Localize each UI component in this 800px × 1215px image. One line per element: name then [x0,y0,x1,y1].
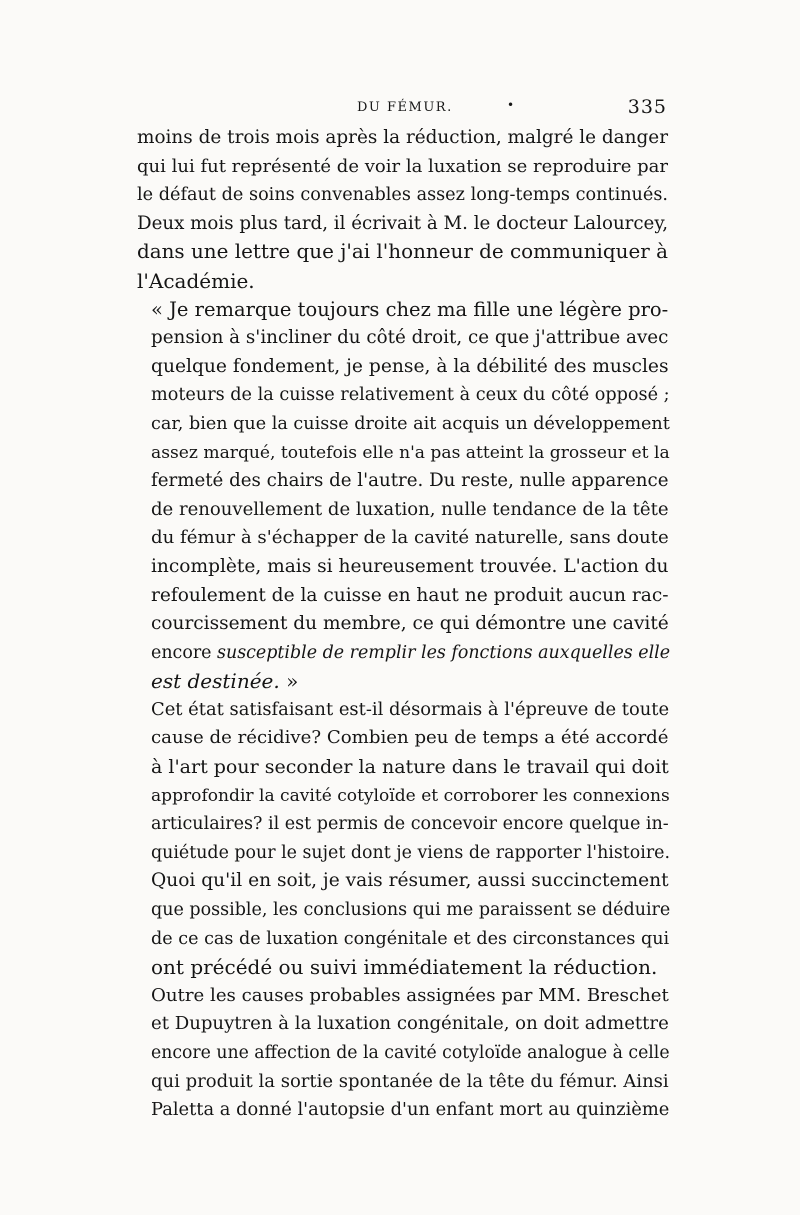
text-line: Paletta a donné l'autopsie d'un enfant mort au quinzième [151,1099,670,1121]
text-line: pension à s'incliner du côté droit, ce que j'attribue avec [151,327,669,349]
italic-text: susceptible de remplir les fonctions auxquelles elle [217,642,671,663]
text-line: de ce cas de luxation congénitale et des circonstances qui [151,928,670,949]
text-line: que possible, les conclusions qui me paraissent se déduire [151,900,671,921]
text-line: courcissement du membre, ce qui démontre une cavité [151,613,669,635]
text-line: qui lui fut représenté de voir la luxation se reproduire par [137,155,668,177]
paragraph-1 [137,124,668,296]
page-number: 335 [627,96,667,118]
text-line-italic [137,639,671,668]
header-ornament: • [507,98,516,112]
text-line: assez marqué, toutefois elle n'a pas atteint la grosseur et la [151,442,670,463]
text-line: l'Académie. [137,268,255,293]
text-line: du fémur à s'échapper de la cavité naturelle, sans doute [151,527,669,549]
text-line: à l'art pour seconder la nature dans le travail qui doit [151,756,669,779]
paragraph-4 [137,982,668,1125]
text-line: Outre les causes probables assignées par MM. Breschet [151,984,669,1006]
text-line: Cet état satisfaisant est-il désormais à l'épreuve de toute [151,698,670,720]
text-line: moins de trois mois après la réduction, malgré le danger [137,127,668,148]
text-line: quelque fondement, je pense, à la débilité des muscles [151,355,669,377]
text-line: qui produit la sortie spontanée de la tête du fémur. Ainsi [151,1070,669,1092]
running-title: DU FÉMUR. [357,100,453,115]
text-line: moteurs de la cuisse relativement à ceux du côté opposé ; [151,385,670,406]
text-line: car, bien que la cuisse droite ait acquis un développement [151,413,670,434]
text-line: encore une affection de la cavité cotyloïde analogue à celle [151,1043,670,1063]
text-line: articulaires? il est permis de concevoir encore quelque in- [151,814,669,835]
text-line: et Dupuytren à la luxation congénitale, on doit admettre [151,1013,669,1035]
text-line: dans une lettre que j'ai l'honneur de communiquer à [137,240,668,264]
text-line-italic-last [137,667,668,696]
line-prefix: encore [151,642,218,663]
text-line: Quoi qu'il en soit, je vais résumer, aussi succinctement [151,870,669,892]
italic-text: est destinée. [151,669,280,694]
text-line: Deux mois plus tard, il écrivait à M. le docteur Lalourcey, [137,212,668,234]
text-line: le défaut de soins convenables assez long-temps continués. [137,185,668,206]
text-line: incomplète, mais si heureusement trouvée. L'action du [151,555,669,577]
text-line: quiétude pour le sujet dont je viens de rapporter l'histoire. [151,842,670,863]
text-line: de renouvellement de luxation, nulle tendance de la tête [151,498,669,520]
text-line: « Je remarque toujours chez ma fille une légère pro- [151,297,669,321]
text-line: refoulement de la cuisse en haut ne produit aucun rac- [151,584,669,606]
text-line: ont précédé ou suivi immédiatement la réduction. [151,955,658,980]
text-line: fermeté des chairs de l'autre. Du reste, nulle apparence [151,470,669,492]
running-head [137,98,667,122]
body-text [137,124,671,1125]
paragraph-3 [137,696,671,982]
text-line: cause de récidive? Combien peu de temps a été accordé [151,727,669,749]
paragraph-2-quotation [137,296,671,696]
closing-quote: » [279,669,299,694]
text-line: approfondir la cavité cotyloïde et corroborer les connexions [151,785,670,806]
